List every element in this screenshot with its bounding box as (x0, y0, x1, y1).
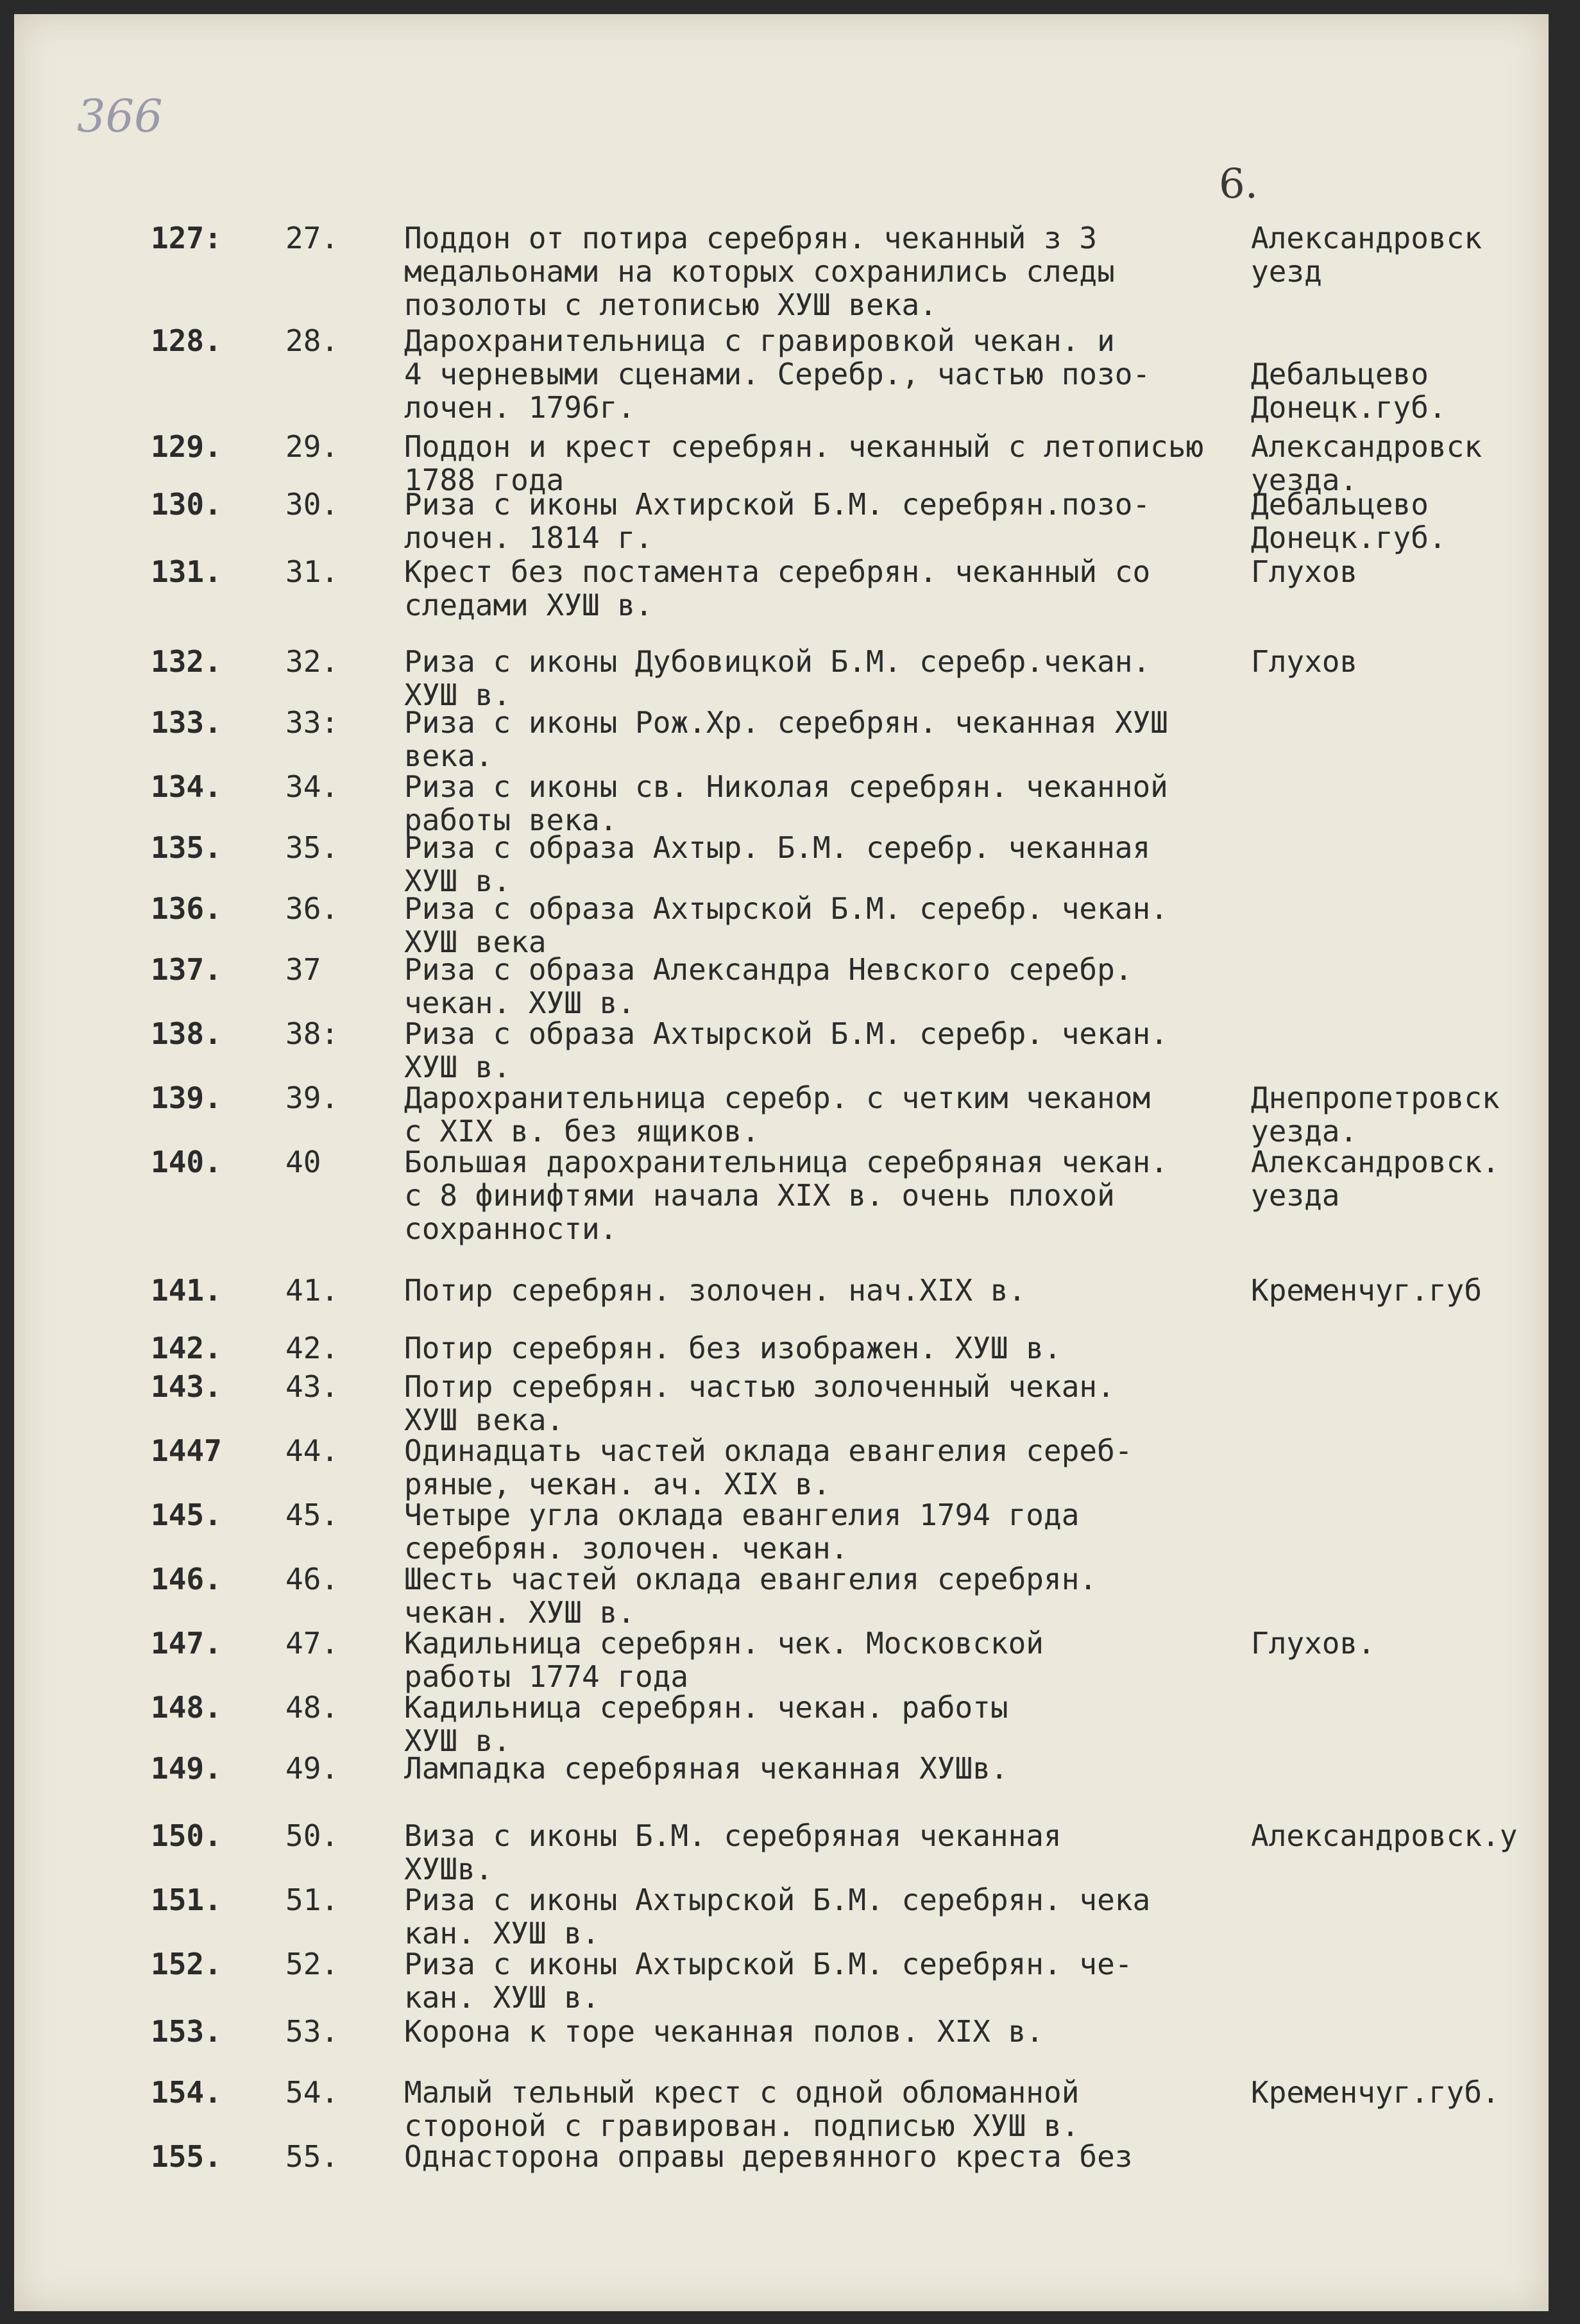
item-description: Лампадка серебряная чеканная ХУШв. (404, 1751, 1008, 1786)
item-subnumber: 31. (285, 554, 339, 589)
item-location: Александровск. уезда (1251, 1145, 1500, 1213)
item-description: Кадильница серебрян. чек. Московской работы 1774 года (404, 1626, 1044, 1694)
item-number: 143. (151, 1369, 222, 1404)
item-description: Малый тельный крест с одной обломанной стороной с гравирован. подписью ХУШ в. (404, 2075, 1080, 2143)
item-description: Крест без постамента серебрян. чеканный со следами ХУШ в. (404, 554, 1151, 622)
item-number: 137. (151, 952, 222, 987)
item-description: Корона к торе чеканная полов. XIX в. (404, 2014, 1044, 2049)
item-subnumber: 41. (285, 1273, 339, 1308)
item-location: Глухов (1251, 644, 1358, 679)
item-number: 152. (151, 1947, 222, 1981)
item-subnumber: 51. (285, 1883, 339, 1917)
item-description: Риза с иконы Ахтирской Б.М. серебрян.позо- лочен. 1814 г. (404, 487, 1151, 555)
item-description: Потир серебрян. частью золоченный чекан. ХУШ века. (404, 1369, 1115, 1437)
item-subnumber: 32. (285, 644, 339, 679)
item-description: Потир серебрян. без изображен. ХУШ в. (404, 1331, 1062, 1365)
item-description: Дарохранительница с гравировкой чекан. и 4 черневыми сценами. Серебр., частью позо- лочен. 1796г. (404, 323, 1151, 425)
page-number: 6. (1219, 160, 1259, 208)
item-number: 133. (151, 705, 222, 740)
item-description: Риза с иконы св. Николая серебрян. чеканной работы века. (404, 769, 1168, 837)
item-location: Александровск уезд (1251, 221, 1482, 289)
item-subnumber: 52. (285, 1947, 339, 1981)
item-description: Риза с иконы Дубовицкой Б.М. серебр.чекан. ХУШ в. (404, 644, 1151, 712)
item-subnumber: 37 (285, 952, 321, 987)
item-location: Александровск.у (1251, 1818, 1518, 1853)
item-location: Днепропетровск уезда. (1251, 1081, 1500, 1149)
item-number: 155. (151, 2139, 222, 2174)
item-subnumber: 42. (285, 1331, 339, 1365)
item-subnumber: 48. (285, 1690, 339, 1725)
item-description: Риза с иконы Ахтырской Б.М. серебрян. че- кан. ХУШ в. (404, 1947, 1133, 2015)
item-subnumber: 27. (285, 221, 339, 255)
item-location: Дебальцево Донецк.губ. (1251, 357, 1447, 425)
item-number: 147. (151, 1626, 222, 1661)
item-number: 140. (151, 1145, 222, 1179)
item-subnumber: 45. (285, 1498, 339, 1532)
item-subnumber: 53. (285, 2014, 339, 2049)
item-description: Однасторона оправы деревянного креста без (404, 2139, 1133, 2174)
item-number: 142. (151, 1331, 222, 1365)
item-description: Поддон и крест серебрян. чеканный с летописью 1788 года (404, 429, 1204, 497)
item-number: 151. (151, 1883, 222, 1917)
item-number: 1447 (151, 1433, 222, 1468)
item-location: Дебальцево Донецк.губ. (1251, 487, 1447, 555)
item-subnumber: 33: (285, 705, 339, 740)
item-description: Риза с иконы Рож.Хр. серебрян. чеканная ХУШ века. (404, 705, 1168, 773)
item-subnumber: 49. (285, 1751, 339, 1786)
item-description: Риза с образа Ахтырской Б.М. серебр. чекан. ХУШ века (404, 891, 1168, 959)
item-description: Дарохранительница серебр. с четким чеканом с XIX в. без ящиков. (404, 1081, 1151, 1149)
item-subnumber: 46. (285, 1562, 339, 1596)
item-location: Глухов. (1251, 1626, 1375, 1661)
item-description: Большая дарохранительница серебряная чекан. с 8 финифтями начала XIX в. очень плохой сохранности. (404, 1145, 1168, 1246)
item-description: Риза с иконы Ахтырской Б.М. серебрян. чека кан. ХУШ в. (404, 1883, 1151, 1951)
item-subnumber: 36. (285, 891, 339, 926)
item-number: 154. (151, 2075, 222, 2110)
item-location: Глухов (1251, 554, 1358, 589)
item-number: 141. (151, 1273, 222, 1308)
item-description: Риза с образа Александра Невского серебр. чекан. ХУШ в. (404, 952, 1133, 1020)
item-number: 130. (151, 487, 222, 522)
item-number: 138. (151, 1016, 222, 1051)
item-subnumber: 43. (285, 1369, 339, 1404)
item-number: 150. (151, 1818, 222, 1853)
item-subnumber: 54. (285, 2075, 339, 2110)
margin-note: 366 (77, 90, 163, 142)
item-location: Кременчуг.губ (1251, 1273, 1482, 1308)
item-subnumber: 44. (285, 1433, 339, 1468)
item-location: Кременчуг.губ. (1251, 2075, 1500, 2110)
item-description: Одинадцать частей оклада евангелия сереб- ряные, чекан. ач. XIX в. (404, 1433, 1133, 1501)
item-number: 129. (151, 429, 222, 464)
item-number: 148. (151, 1690, 222, 1725)
item-number: 134. (151, 769, 222, 804)
item-subnumber: 39. (285, 1081, 339, 1115)
item-subnumber: 47. (285, 1626, 339, 1661)
item-subnumber: 29. (285, 429, 339, 464)
item-subnumber: 55. (285, 2139, 339, 2174)
item-number: 128. (151, 323, 222, 358)
item-number: 127: (151, 221, 222, 255)
item-description: Виза с иконы Б.М. серебряная чеканная ХУШв. (404, 1818, 1062, 1886)
item-description: Риза с образа Ахтырской Б.М. серебр. чекан. ХУШ в. (404, 1016, 1168, 1084)
item-subnumber: 40 (285, 1145, 321, 1179)
item-number: 139. (151, 1081, 222, 1115)
item-number: 136. (151, 891, 222, 926)
item-number: 135. (151, 830, 222, 865)
item-location: Александровск уезда. (1251, 429, 1482, 497)
item-subnumber: 30. (285, 487, 339, 522)
item-description: Шесть частей оклада евангелия серебрян. чекан. ХУШ в. (404, 1562, 1098, 1630)
item-description: Кадильница серебрян. чекан. работы ХУШ в. (404, 1690, 1008, 1758)
item-description: Поддон от потира серебрян. чеканный з 3 медальонами на которых сохранились следы позолоты с летописью ХУШ века. (404, 221, 1115, 322)
item-number: 146. (151, 1562, 222, 1596)
item-number: 145. (151, 1498, 222, 1532)
item-description: Риза с образа Ахтыр. Б.М. серебр. чеканная ХУШ в. (404, 830, 1151, 898)
item-subnumber: 28. (285, 323, 339, 358)
item-number: 149. (151, 1751, 222, 1786)
item-subnumber: 34. (285, 769, 339, 804)
item-number: 131. (151, 554, 222, 589)
item-description: Четыре угла оклада евангелия 1794 года серебрян. золочен. чекан. (404, 1498, 1080, 1566)
item-number: 153. (151, 2014, 222, 2049)
item-number: 132. (151, 644, 222, 679)
item-subnumber: 38: (285, 1016, 339, 1051)
item-subnumber: 50. (285, 1818, 339, 1853)
item-subnumber: 35. (285, 830, 339, 865)
item-description: Потир серебрян. золочен. нач.XIX в. (404, 1273, 1026, 1308)
